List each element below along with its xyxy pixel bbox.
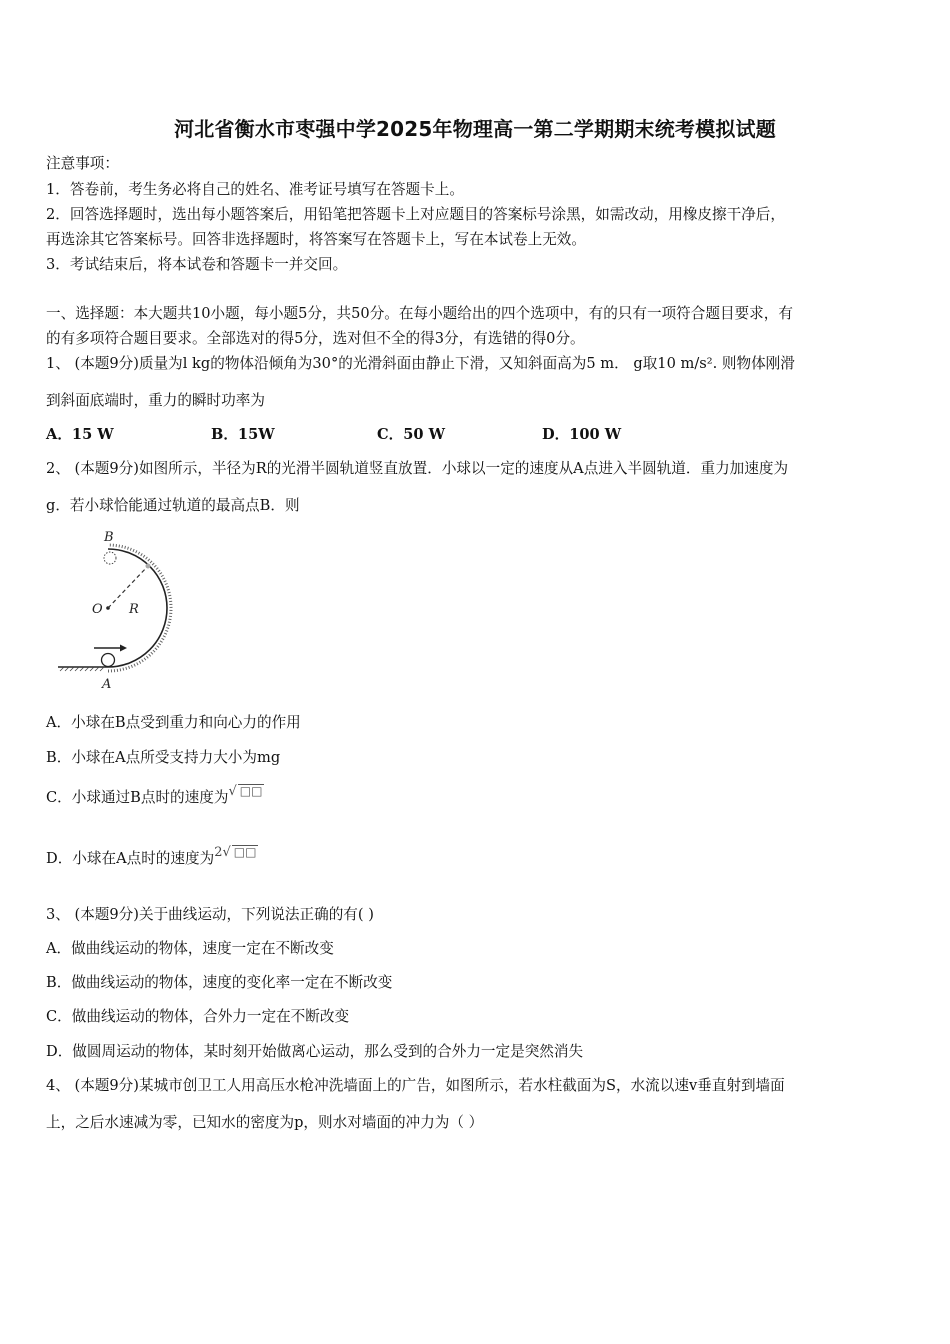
question-4-text-cont: 上，之后水速减为零，已知水的密度为p，则水对墙面的冲力为（ ） <box>46 1114 484 1131</box>
notice-heading: 注意事项： <box>46 155 119 172</box>
question-1-option-c: C．50 W <box>377 426 445 443</box>
question-2-option-d-text: D．小球在A点时的速度为 <box>46 850 215 867</box>
question-3-text: 3、 (本题9分)关于曲线运动，下列说法正确的有( ) <box>46 906 374 923</box>
section-1-intro: 一、选择题：本大题共10小题，每小题5分，共50分。在每小题给出的四个选项中，有的只有一项符合题目要求，有 <box>46 305 793 322</box>
question-2-text-cont: g．若小球恰能通过轨道的最高点B．则 <box>46 497 300 514</box>
question-1-text-cont: 到斜面底端时，重力的瞬时功率为 <box>46 392 265 409</box>
page-title: 河北省衡水市枣强中学2025年物理高一第二学期期末统考模拟试题 <box>174 117 776 141</box>
question-1-option-b: B．15W <box>211 426 275 443</box>
label-r: R <box>129 602 139 617</box>
notice-item-3: 3．考试结束后，将本试卷和答题卡一并交回。 <box>46 256 348 273</box>
question-3-option-a: A．做曲线运动的物体，速度一定在不断改变 <box>46 940 334 957</box>
question-2-option-d <box>46 847 258 868</box>
question-2-option-c-text: C．小球通过B点时的速度为 <box>46 789 229 806</box>
formula-sqrt-c: √ □□ <box>228 784 263 799</box>
question-3-option-c: C．做曲线运动的物体，合外力一定在不断改变 <box>46 1008 350 1025</box>
ball-at-b <box>104 552 116 564</box>
track-hatching <box>108 545 171 671</box>
question-1-option-a: A．15 W <box>46 426 114 443</box>
notice-item-1: 1．答卷前，考生务必将自己的姓名、准考证号填写在答题卡上。 <box>46 181 464 198</box>
radius-endpoint <box>146 564 151 569</box>
question-1-text: 1、 (本题9分)质量为l kg的物体沿倾角为30°的光滑斜面由静止下滑，又知斜面高为5 m． g取10 m/s². 则物体刚滑 <box>46 355 795 372</box>
question-3-option-b: B．做曲线运动的物体，速度的变化率一定在不断改变 <box>46 974 393 991</box>
label-a: A <box>102 677 112 692</box>
semicircle-track-figure <box>56 530 176 692</box>
question-2-option-b: B．小球在A点所受支持力大小为mg <box>46 749 281 766</box>
label-o: O <box>92 602 103 617</box>
velocity-arrowhead <box>120 645 127 652</box>
section-1-intro-cont: 的有多项符合题目要求。全部选对的得5分，选对但不全的得3分，有选错的得0分。 <box>46 330 585 347</box>
question-2-option-a: A．小球在B点受到重力和向心力的作用 <box>46 714 301 731</box>
question-2-option-c <box>46 786 264 807</box>
question-4-text: 4、 (本题9分)某城市创卫工人用高压水枪冲洗墙面上的广告，如图所示，若水柱截面为S，水流以速v垂直射到墙面 <box>46 1077 785 1094</box>
label-b: B <box>104 530 114 545</box>
ball-at-a <box>102 654 115 667</box>
notice-item-2: 2．回答选择题时，选出每小题答案后，用铅笔把答题卡上对应题目的答案标号涂黑，如需改动，用橡皮擦干净后， <box>46 206 785 223</box>
notice-item-2-cont: 再选涂其它答案标号。回答非选择题时，将答案写在答题卡上，写在本试卷上无效。 <box>46 231 586 248</box>
question-3-option-d: D．做圆周运动的物体，某时刻开始做离心运动，那么受到的合外力一定是突然消失 <box>46 1043 584 1060</box>
formula-sqrt-d: 2√ □□ <box>214 845 257 860</box>
radius-line <box>108 566 148 608</box>
question-1-option-d: D．100 W <box>542 426 622 443</box>
question-2-text: 2、 (本题9分)如图所示，半径为R的光滑半圆轨道竖直放置．小球以一定的速度从A点进入半圆轨道．重力加速度为 <box>46 460 789 477</box>
